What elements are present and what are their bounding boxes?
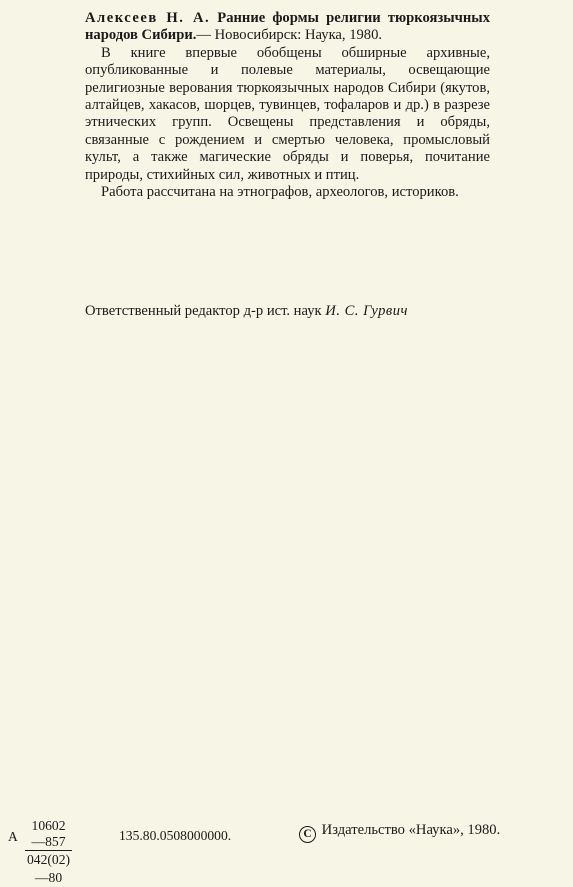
book-annotation (85, 10, 490, 201)
publication-imprint: — Новосибирск: Наука, 1980. (196, 27, 383, 44)
classification-code: 135.80.0508000000. (119, 828, 232, 843)
book-description: В книге впервые обобщены обширные архивные, опубликованные и полевые материалы, освещающие религиозные верования тюркоязычных народов Сибири (якутов, алтайцев, хакасов, шорцев, тувинцев, тофаларов и др.) в разрезе этнических групп. Освещены представления и обряды, связанные с рождением и смертью человека, промысловый культ, а также магические обряды и поверья, почитание природы, стихийных сил, животных и птиц. (85, 44, 490, 183)
index-letter: А (8, 829, 18, 844)
index-denominator: 042(02)—80 (27, 852, 71, 885)
copyright-text: Издательство «Наука», 1980. (321, 822, 501, 838)
index-numerator: 10602—857 (25, 818, 72, 851)
author-name: Алексеев Н. А. (85, 10, 211, 26)
editor-label: Ответственный редактор д-р ист. наук (85, 303, 322, 319)
responsible-editor (85, 303, 408, 320)
copyright-notice (299, 822, 500, 843)
editor-name: И. С. Гурвич (325, 303, 408, 319)
target-audience: Работа рассчитана на этнографов, археологов, историков. (101, 184, 459, 201)
copyright-icon: C (299, 826, 316, 843)
index-fraction (25, 818, 72, 887)
book-title: Ранние формы религии тюркоязычных народов Сибири. (85, 10, 490, 44)
bibliographic-reference (85, 10, 490, 45)
